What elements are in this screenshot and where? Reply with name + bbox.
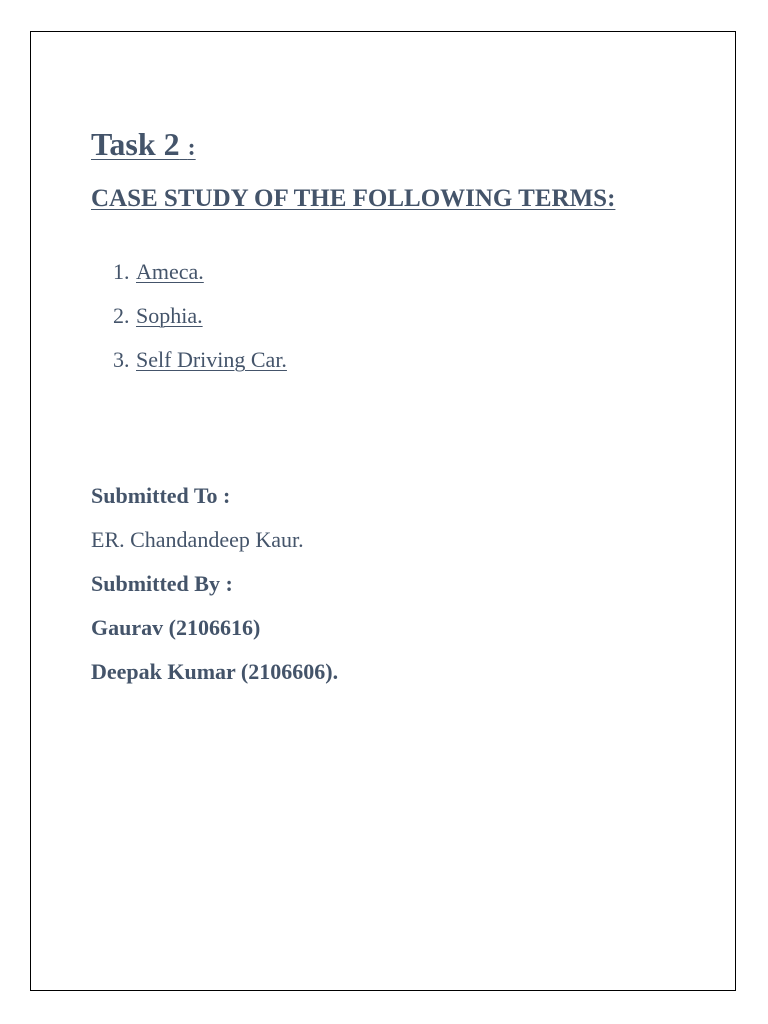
submitted-to-name: ER. Chandandeep Kaur.	[91, 527, 304, 552]
task-title	[91, 124, 615, 168]
list-item	[113, 294, 615, 338]
submission-details	[91, 474, 615, 694]
list-item-number: 3.	[113, 347, 130, 372]
submitted-by-student: Gaurav (2106616)	[91, 615, 261, 640]
case-study-subtitle: CASE STUDY OF THE FOLLOWING TERMS:	[91, 185, 616, 212]
task-title-text: Task 2	[91, 126, 180, 162]
list-item-term: Sophia.	[136, 303, 203, 328]
list-item-term: Self Driving Car.	[136, 347, 287, 372]
submitted-by-student: Deepak Kumar (2106606).	[91, 659, 339, 684]
list-item-term: Ameca.	[136, 259, 204, 284]
task-title-colon: :	[187, 135, 196, 161]
terms-list	[91, 250, 615, 382]
submitted-by-label: Submitted By :	[91, 571, 233, 596]
list-item	[113, 338, 615, 382]
document-page	[30, 31, 736, 991]
list-item-number: 2.	[113, 303, 130, 328]
list-item	[113, 250, 615, 294]
submitted-to-label: Submitted To :	[91, 483, 231, 508]
document-content	[91, 124, 615, 694]
list-item-number: 1.	[113, 259, 130, 284]
